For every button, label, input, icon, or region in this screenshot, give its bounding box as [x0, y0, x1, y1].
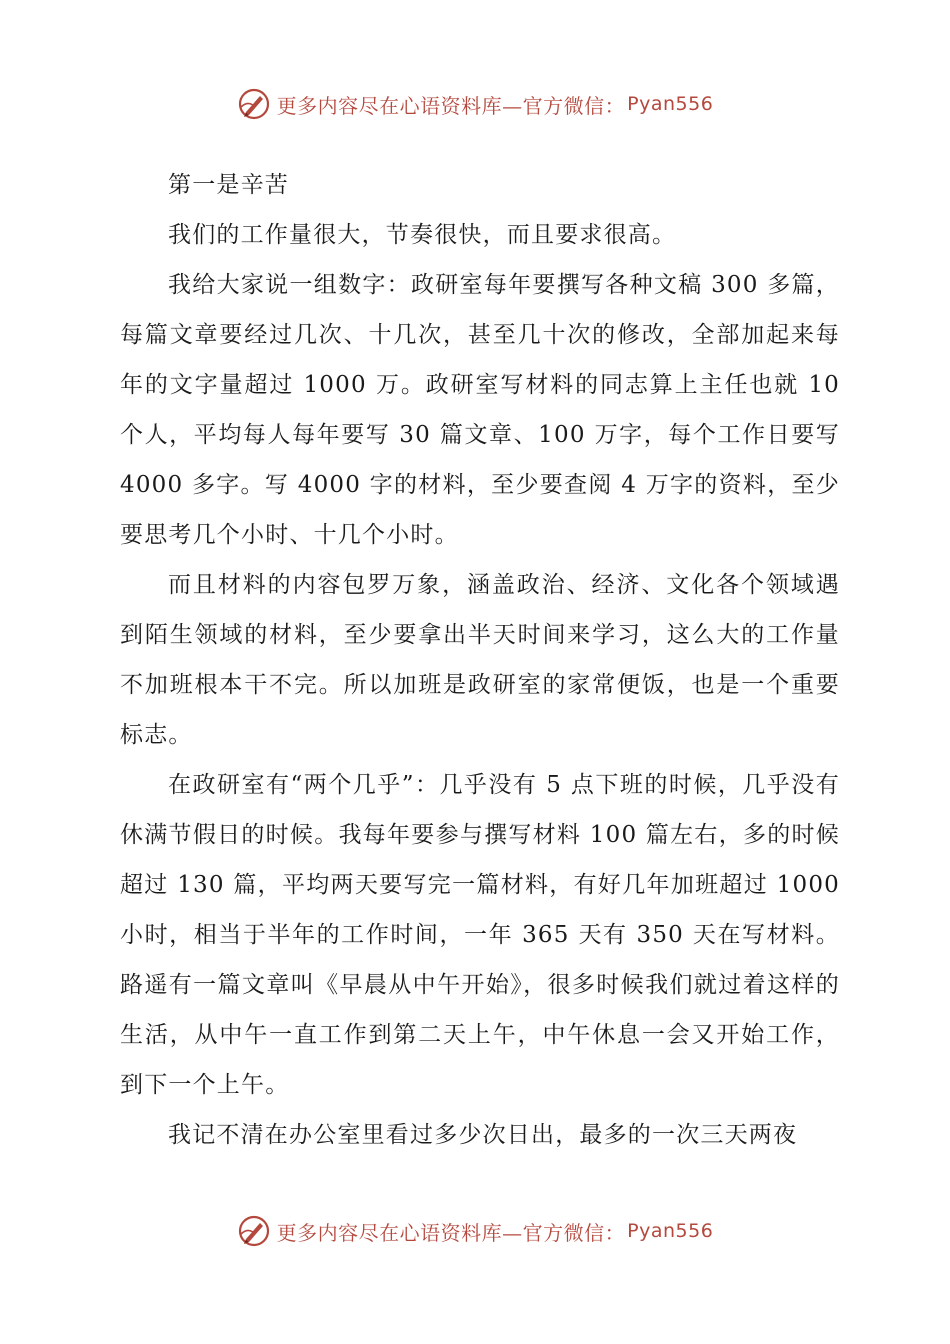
- pen-circle-logo-icon: [237, 1214, 271, 1248]
- header-wechat-id: Pyan556: [627, 93, 714, 115]
- header-banner: [0, 84, 950, 124]
- paragraph: 第一是辛苦: [168, 172, 289, 198]
- footer-wechat-id: Pyan556: [627, 1220, 714, 1242]
- paragraph: 在政研室有“两个几乎”：几乎没有 5 点下班的时候，几乎没有休满节假日的时候。我每年要参与撰写材料 100 篇左右，多的时候超过 130 篇，平均两天要写完一篇材料，有好几年加班超过 1000 小时，相当于半年的工作时间，一年 365 天有 350 天在写材料。路遥有一篇文章叫《早晨从中午开始》，很多时候我们就过着这样的生活，从中午一直工作到第二天上午，中午休息一会又开始工作，到下一个上午。: [120, 772, 840, 1098]
- paragraph: 而且材料的内容包罗万象，涵盖政治、经济、文化各个领域遇到陌生领域的材料，至少要拿出半天时间来学习，这么大的工作量不加班根本干不完。所以加班是政研室的家常便饭，也是一个重要标志。: [120, 572, 840, 748]
- paragraph: 我给大家说一组数字：政研室每年要撰写各种文稿 300 多篇，每篇文章要经过几次、十几次，甚至几十次的修改，全部加起来每年的文字量超过 1000 万。政研室写材料的同志算上主任也就 10 个人，平均每人每年要写 30 篇文章、100 万字，每个工作日要写 4000 多字。写 4000 字的材料，至少要查阅 4 万字的资料，至少要思考几个小时、十几个小时。: [120, 272, 840, 548]
- footer-banner-text: 更多内容尽在心语资料库—官方微信：: [276, 1220, 626, 1245]
- paragraph: 我们的工作量很大，节奏很快，而且要求很高。: [168, 222, 677, 248]
- paragraph: 我记不清在办公室里看过多少次日出，最多的一次三天两夜: [168, 1122, 798, 1148]
- pen-circle-logo-icon: [237, 87, 271, 121]
- footer-banner: [0, 1211, 950, 1251]
- header-banner-text: 更多内容尽在心语资料库—官方微信：: [276, 93, 626, 118]
- document-body: [120, 160, 840, 1160]
